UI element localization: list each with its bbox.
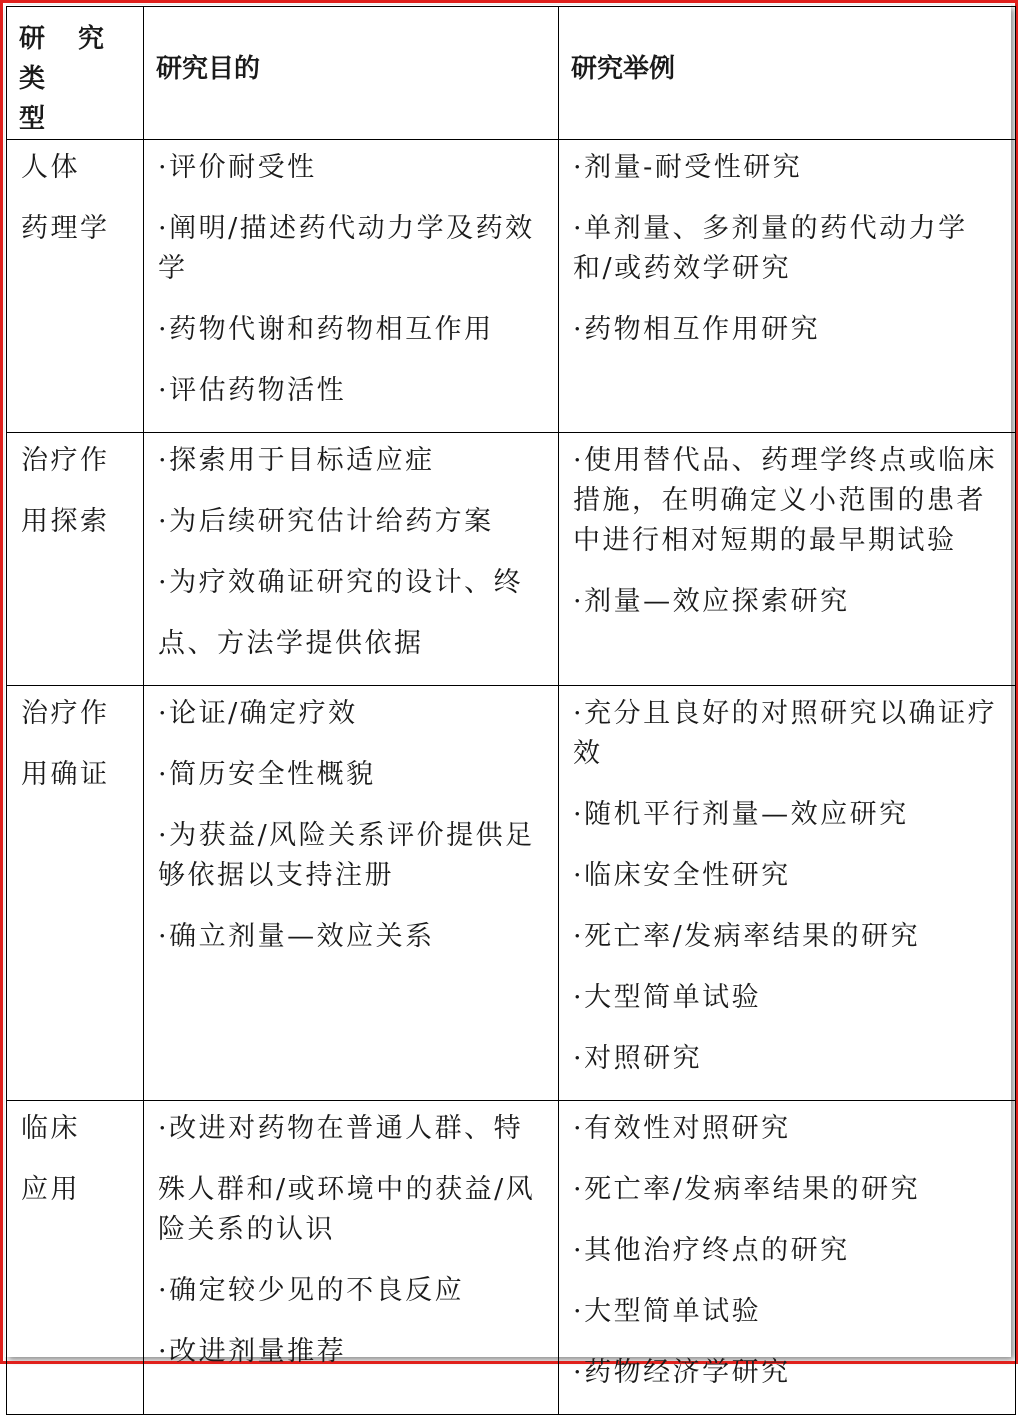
- purpose-item: ·论证/确定疗效: [158, 698, 358, 729]
- type-line: 用确证: [21, 759, 110, 790]
- study-type-cell: [7, 433, 144, 686]
- example-cell: [559, 433, 1016, 686]
- example-item: ·药物相互作用研究: [573, 314, 821, 345]
- example-item: ·有效性对照研究: [573, 1113, 791, 1144]
- header-type-line2: 型: [19, 104, 46, 134]
- example-item: ·使用替代品、药理学终点或临床措施，在明确定义小范围的患者中进行相对短期的最早期试验: [573, 445, 998, 556]
- example-item: ·死亡率/发病率结果的研究: [573, 1174, 921, 1205]
- purpose-item: ·阐明/描述药代动力学及药效学: [158, 213, 535, 284]
- purpose-item: ·为疗效确证研究的设计、终: [158, 567, 524, 598]
- header-type-line1: 研 究 类: [19, 24, 117, 94]
- purpose-item: ·为后续研究估计给药方案: [158, 506, 494, 537]
- purpose-cell: [144, 686, 559, 1101]
- table-row: [7, 1101, 1016, 1415]
- example-item: ·大型简单试验: [573, 1296, 762, 1327]
- type-line: 应用: [21, 1174, 80, 1205]
- type-line: 药理学: [21, 213, 110, 244]
- purpose-item: ·确定较少见的不良反应: [158, 1275, 465, 1306]
- purpose-item: ·为获益/风险关系评价提供足够依据以支持注册: [158, 820, 535, 891]
- purpose-cell: [144, 1101, 559, 1415]
- purpose-cell: [144, 140, 559, 433]
- example-item: ·药物经济学研究: [573, 1357, 791, 1388]
- table-row: [7, 433, 1016, 686]
- example-item: ·单剂量、多剂量的药代动力学和/或药效学研究: [573, 213, 968, 284]
- example-cell: [559, 1101, 1016, 1415]
- type-line: 用探索: [21, 506, 110, 537]
- type-line: 临床: [21, 1113, 80, 1144]
- table-row: [7, 686, 1016, 1101]
- purpose-item: 殊人群和/或环境中的获益/风险关系的认识: [158, 1174, 536, 1245]
- purpose-item: ·确立剂量—效应关系: [158, 921, 435, 952]
- example-item: ·其他治疗终点的研究: [573, 1235, 850, 1266]
- purpose-item: ·药物代谢和药物相互作用: [158, 314, 494, 345]
- example-item: ·充分且良好的对照研究以确证疗效: [573, 698, 998, 769]
- purpose-item: ·评价耐受性: [158, 152, 317, 183]
- header-study-examples: 研究举例: [559, 7, 1016, 140]
- example-item: ·剂量-耐受性研究: [573, 152, 803, 183]
- purpose-item: ·简历安全性概貌: [158, 759, 376, 790]
- type-line: 治疗作: [21, 445, 110, 476]
- purpose-cell: [144, 433, 559, 686]
- study-type-cell: [7, 1101, 144, 1415]
- example-item: ·死亡率/发病率结果的研究: [573, 921, 921, 952]
- example-item: ·临床安全性研究: [573, 860, 791, 891]
- example-item: ·随机平行剂量—效应研究: [573, 799, 909, 830]
- header-row: [7, 7, 1016, 140]
- example-cell: [559, 686, 1016, 1101]
- table-row: [7, 140, 1016, 433]
- type-line: 治疗作: [21, 698, 110, 729]
- header-study-type: [7, 7, 144, 140]
- example-item: ·大型简单试验: [573, 982, 762, 1013]
- purpose-item: 点、方法学提供依据: [158, 628, 424, 659]
- purpose-item: ·改进对药物在普通人群、特: [158, 1113, 524, 1144]
- header-study-purpose: 研究目的: [144, 7, 559, 140]
- clinical-trial-phase-table: [6, 6, 1016, 1415]
- purpose-item: ·评估药物活性: [158, 375, 347, 406]
- example-cell: [559, 140, 1016, 433]
- type-line: 人体: [21, 152, 80, 183]
- example-item: ·对照研究: [573, 1043, 703, 1074]
- example-item: ·剂量—效应探索研究: [573, 586, 850, 617]
- purpose-item: ·探索用于目标适应症: [158, 445, 435, 476]
- purpose-item: ·改进剂量推荐: [158, 1336, 347, 1367]
- study-type-cell: [7, 686, 144, 1101]
- study-type-cell: [7, 140, 144, 433]
